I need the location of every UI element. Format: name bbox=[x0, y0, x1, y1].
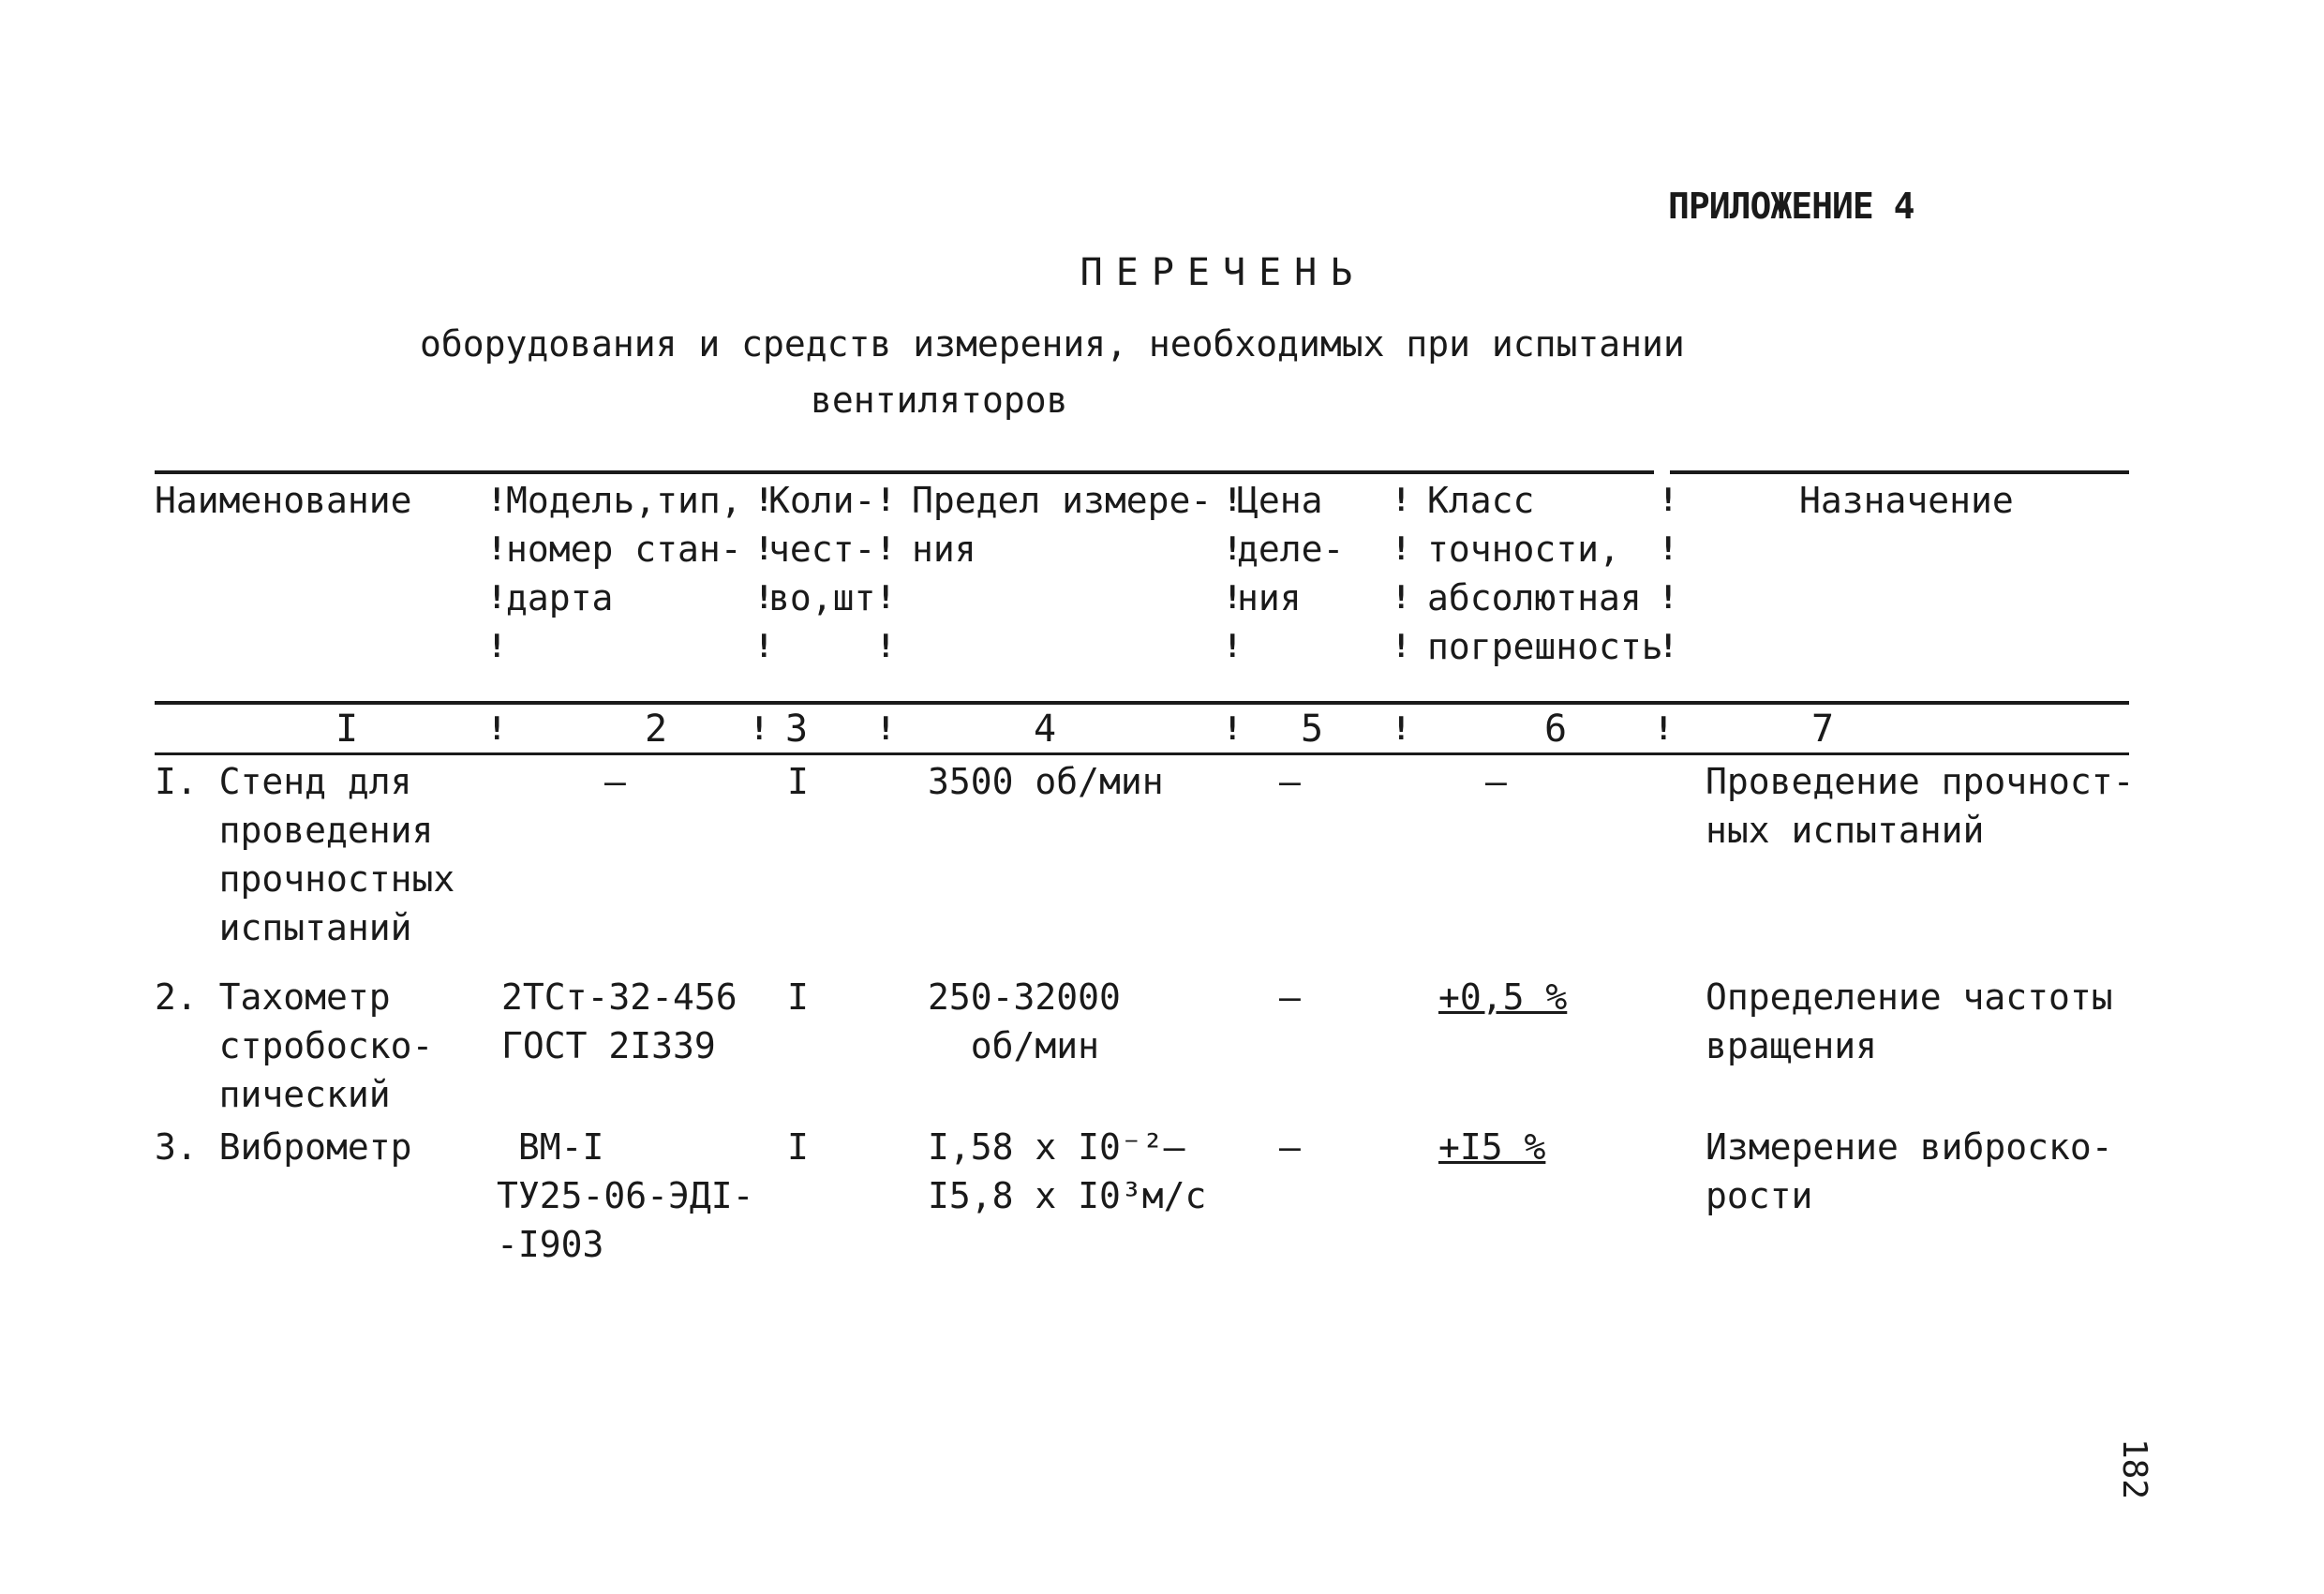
document-subtitle-line1: оборудования и средств измерения, необходимых при испытании bbox=[420, 323, 1685, 365]
page-number: 182 bbox=[2115, 1438, 2153, 1500]
document-title: ПЕРЕЧЕНЬ bbox=[1080, 251, 1366, 294]
header-quantity: Коли- чест- во,шт bbox=[768, 480, 876, 618]
row2-model: 2ТСт-32-456 ГОСТ 2I339 bbox=[501, 976, 737, 1066]
row3-accuracy: +I5 % bbox=[1438, 1126, 1546, 1168]
row2-purpose: Определение частоты вращения bbox=[1706, 976, 2113, 1066]
row1-quantity: I bbox=[787, 761, 809, 802]
header-separator: ! ! ! ! bbox=[1659, 482, 1678, 665]
header-model: Модель,тип, номер стан- дарта bbox=[506, 480, 742, 618]
header-name: Наименование bbox=[155, 480, 412, 521]
number-separator: ! bbox=[1392, 710, 1411, 748]
row1-purpose: Проведение прочност- ных испытаний bbox=[1706, 761, 2135, 851]
header-separator: ! ! ! ! bbox=[487, 482, 507, 665]
header-division: Цена деле- ния bbox=[1237, 480, 1345, 618]
header-purpose: Назначение bbox=[1799, 480, 2014, 521]
row1-division: – bbox=[1279, 761, 1301, 802]
header-separator: ! ! ! ! bbox=[876, 482, 896, 665]
row3-model: ВМ-I ТУ25-06-ЭДI- -I903 bbox=[497, 1126, 754, 1265]
row3-range: I,58 x I0⁻²– I5,8 x I0³м/с bbox=[928, 1126, 1207, 1216]
column-number: 3 bbox=[784, 708, 809, 751]
row2-name: 2. Тахометр стробоско- пический bbox=[155, 976, 434, 1115]
table-top-rule-right bbox=[1670, 470, 2129, 474]
number-separator: ! bbox=[876, 710, 896, 748]
column-number: 6 bbox=[1543, 708, 1568, 751]
row3-purpose: Измерение виброско- рости bbox=[1706, 1126, 2113, 1216]
number-bottom-rule bbox=[155, 752, 2129, 755]
row3-name: 3. Виброметр bbox=[155, 1126, 412, 1168]
row2-quantity: I bbox=[787, 976, 809, 1018]
table-top-rule-left bbox=[155, 470, 1654, 474]
header-range: Предел измере- ния bbox=[912, 480, 1213, 570]
header-separator: ! ! ! ! bbox=[754, 482, 774, 665]
row1-name: I. Стенд для проведения прочностных испытаний bbox=[155, 761, 455, 948]
row1-range: 3500 об/мин bbox=[928, 761, 1164, 802]
row1-accuracy: – bbox=[1485, 761, 1507, 802]
row2-division: – bbox=[1279, 976, 1301, 1018]
header-accuracy: Класс точности, абсолютная погрешность bbox=[1427, 480, 1663, 667]
column-number: 5 bbox=[1300, 708, 1324, 751]
number-separator: ! bbox=[1654, 710, 1674, 748]
column-number: 4 bbox=[1033, 708, 1057, 751]
column-number: I bbox=[335, 708, 359, 751]
header-separator: ! ! ! ! bbox=[1392, 482, 1411, 665]
header-bottom-rule bbox=[155, 701, 2129, 705]
number-separator: ! bbox=[487, 710, 507, 748]
column-number: 2 bbox=[644, 708, 668, 751]
header-separator: ! ! ! ! bbox=[1223, 482, 1243, 665]
row2-accuracy: +0,5 % bbox=[1438, 976, 1568, 1018]
number-separator: ! bbox=[1223, 710, 1243, 748]
row2-range: 250-32000 об/мин bbox=[928, 976, 1121, 1066]
column-number: 7 bbox=[1810, 708, 1835, 751]
number-separator: ! bbox=[750, 710, 769, 748]
appendix-label: ПРИЛОЖЕНИЕ 4 bbox=[1668, 186, 1914, 227]
document-subtitle-line2: вентиляторов bbox=[811, 380, 1068, 421]
row3-quantity: I bbox=[787, 1126, 809, 1168]
row1-model: – bbox=[604, 761, 626, 802]
row3-division: – bbox=[1279, 1126, 1301, 1168]
